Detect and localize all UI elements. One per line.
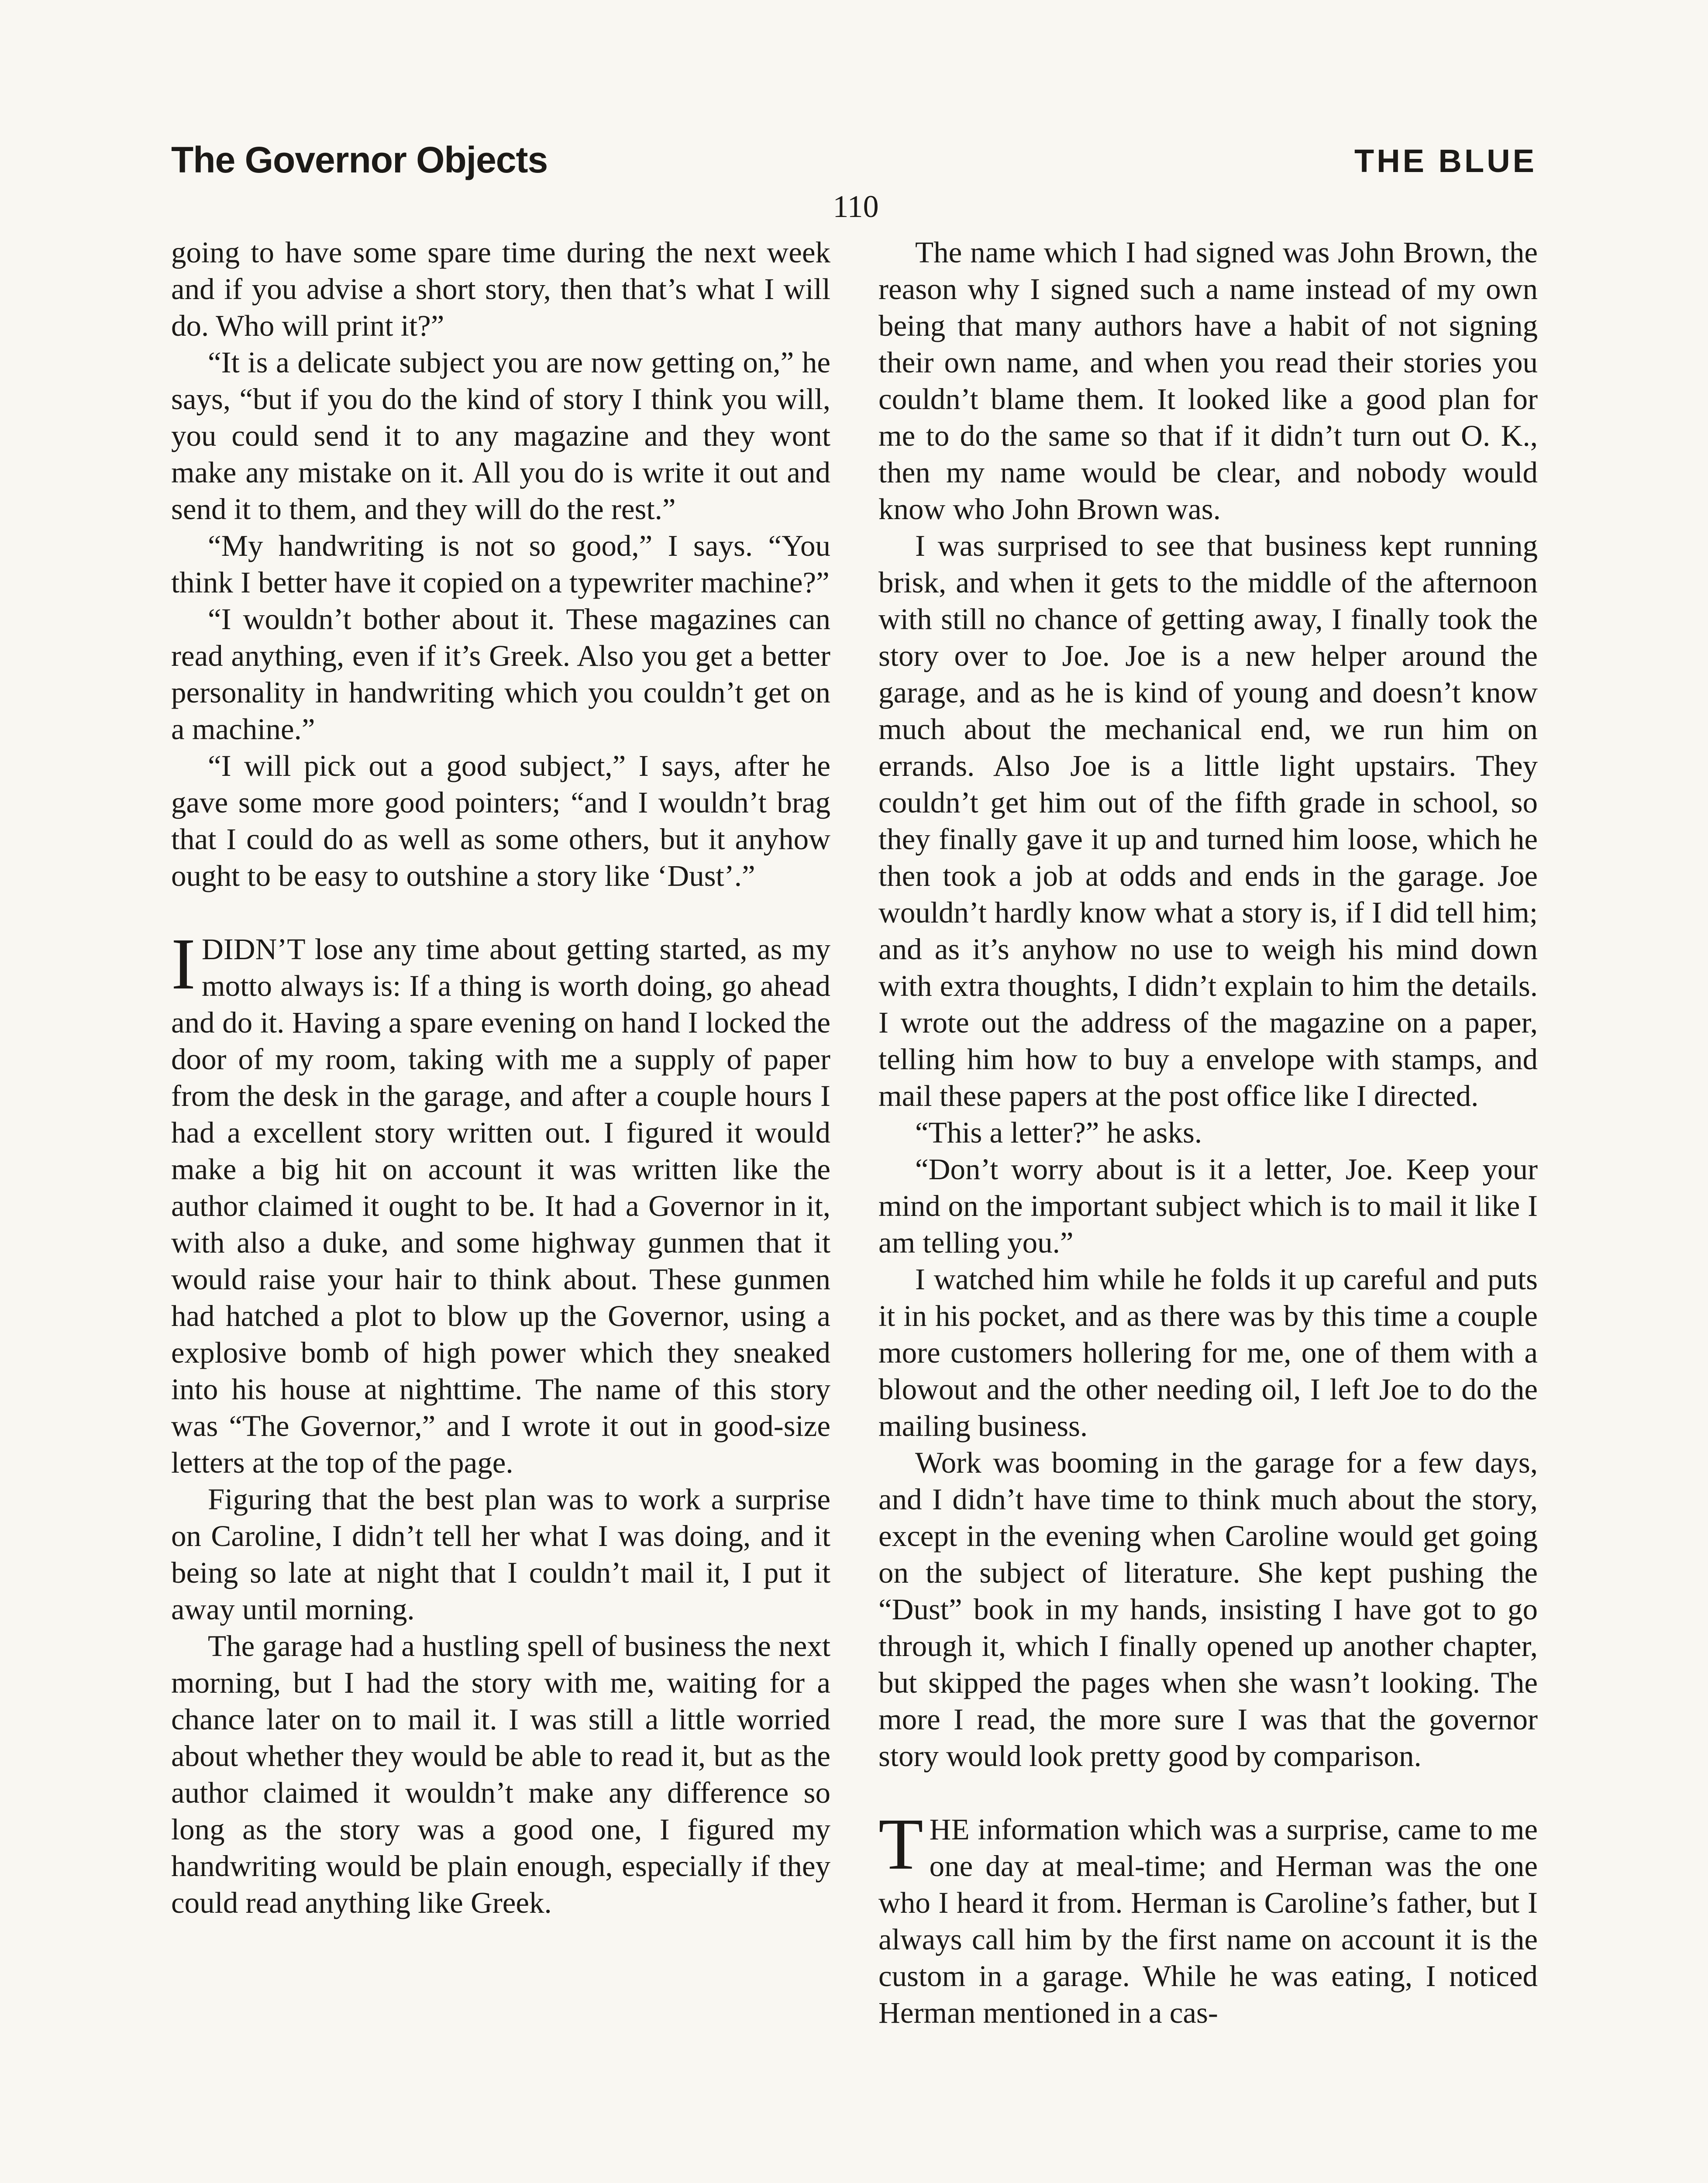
drop-cap: I (171, 923, 196, 1005)
paragraph: “Don’t worry about is it a letter, Joe. Keep your mind on the important subject which is to mail it like I am telling you.” (878, 1153, 1538, 1259)
paragraph: “My handwriting is not so good,” I says. “You think I better have it copied on a typewriter machine?” (171, 529, 830, 599)
left-column (171, 234, 830, 1921)
magazine-name: THE BLUE (1354, 143, 1537, 179)
section-paragraph (171, 923, 830, 1481)
paragraph: “This a letter?” he asks. (915, 1116, 1202, 1149)
section-paragraph (878, 1804, 1538, 2031)
paragraph: The garage had a hustling spell of business the next morning, but I had the story with me, waiting for a chance later on to mail it. I was still a little worried about whether they would be able to read it, but as the author claimed it wouldn’t make any difference so long as the story was a good one, I figured my handwriting would be plain enough, especially if they could read anything like Greek. (171, 1629, 830, 1919)
paragraph: I was surprised to see that business kept running brisk, and when it gets to the middle of the afternoon with still no chance of getting away, I finally took the story over to Joe. Joe is a new helper around the garage, and as he is kind of young and doesn’t know much about the mechanical end, we run him on errands. Also Joe is a little light upstairs. They couldn’t get him out of the fifth grade in school, so they finally gave it up and turned him loose, which he then took a job at odds and ends in the garage. Joe wouldn’t hardly know what a story is, if I did tell him; and as it’s anyhow no use to weigh his mind down with extra thoughts, I didn’t explain to him the details. I wrote out the address of the magazine on a paper, telling him how to buy a envelope with stamps, and mail these papers at the post office like I directed. (878, 529, 1538, 1112)
paragraph: Work was booming in the garage for a few days, and I didn’t have time to think much about the story, except in the evening when Caroline would get going on the subject of literature. She kept pushing the “Dust” book in my hands, insisting I have got to go through it, which I finally opened up another chapter, but skipped the pages when she wasn’t looking. The more I read, the more sure I was that the governor story would look pretty good by comparison. (878, 1446, 1538, 1773)
paragraph: “I will pick out a good subject,” I says, after he gave some more good pointers; “and I wouldn’t brag that I could do as well as some others, but it anyhow ought to be easy to outshine a story like ‘Dust’.” (171, 749, 830, 892)
paragraph-text: DIDN’T lose any time about getting started, as my motto always is: If a thing is worth doing, go ahead and do it. Having a spare evening on hand I locked the door of my room, taking with me a supply of paper from the desk in the garage, and after a couple hours I had a excellent story written out. I figured it would make a big hit on account it was written like the author claimed it ought to be. It had a Governor in it, with also a duke, and some highway gunmen that it would raise your hair to think about. These gunmen had hatched a plot to blow up the Governor, using a explosive bomb of high power which they sneaked into his house at nighttime. The name of this story was “The Governor,” and I wrote it out in good-size letters at the top of the page. (171, 933, 830, 1479)
paragraph: Figuring that the best plan was to work a surprise on Caroline, I didn’t tell her what I was doing, and it being so late at night that I couldn’t mail it, I put it away until morning. (171, 1483, 830, 1626)
story-title: The Governor Objects (171, 139, 548, 180)
paragraph: The name which I had signed was John Brown, the reason why I signed such a name instead of my own being that many authors have a habit of not signing their own name, and when you read their stories you couldn’t blame them. It looked like a good plan for me to do the same so that if it didn’t turn out O. K., then my name would be clear, and nobody would know who John Brown was. (878, 236, 1538, 526)
paragraph: “It is a delicate subject you are now getting on,” he says, “but if you do the kind of story I think you will, you could send it to any magazine and they wont make any mistake on it. All you do is write it out and send it to them, and they will do the rest.” (171, 346, 830, 526)
drop-cap: T (878, 1804, 923, 1885)
paragraph: I watched him while he folds it up careful and puts it in his pocket, and as there was by this time a couple more customers hollering for me, one of them with a blowout and the other needing oil, I left Joe to do the mailing business. (878, 1263, 1538, 1443)
paragraph: “I wouldn’t bother about it. These magazines can read anything, even if it’s Greek. Also you get a better personality in handwriting which you couldn’t get on a machine.” (171, 603, 830, 746)
page-number: 110 (833, 189, 879, 224)
right-column (878, 234, 1538, 2031)
paragraph-text: HE information which was a surprise, came to me one day at meal-time; and Herman was the one who I heard it from. Herman is Caroline’s father, but I always call him by the first name on account it is the custom in a garage. While he was eating, I noticed Herman mentioned in a cas- (878, 1813, 1538, 2029)
paragraph: going to have some spare time during the next week and if you advise a short story, then that’s what I will do. Who will print it?” (171, 236, 830, 342)
